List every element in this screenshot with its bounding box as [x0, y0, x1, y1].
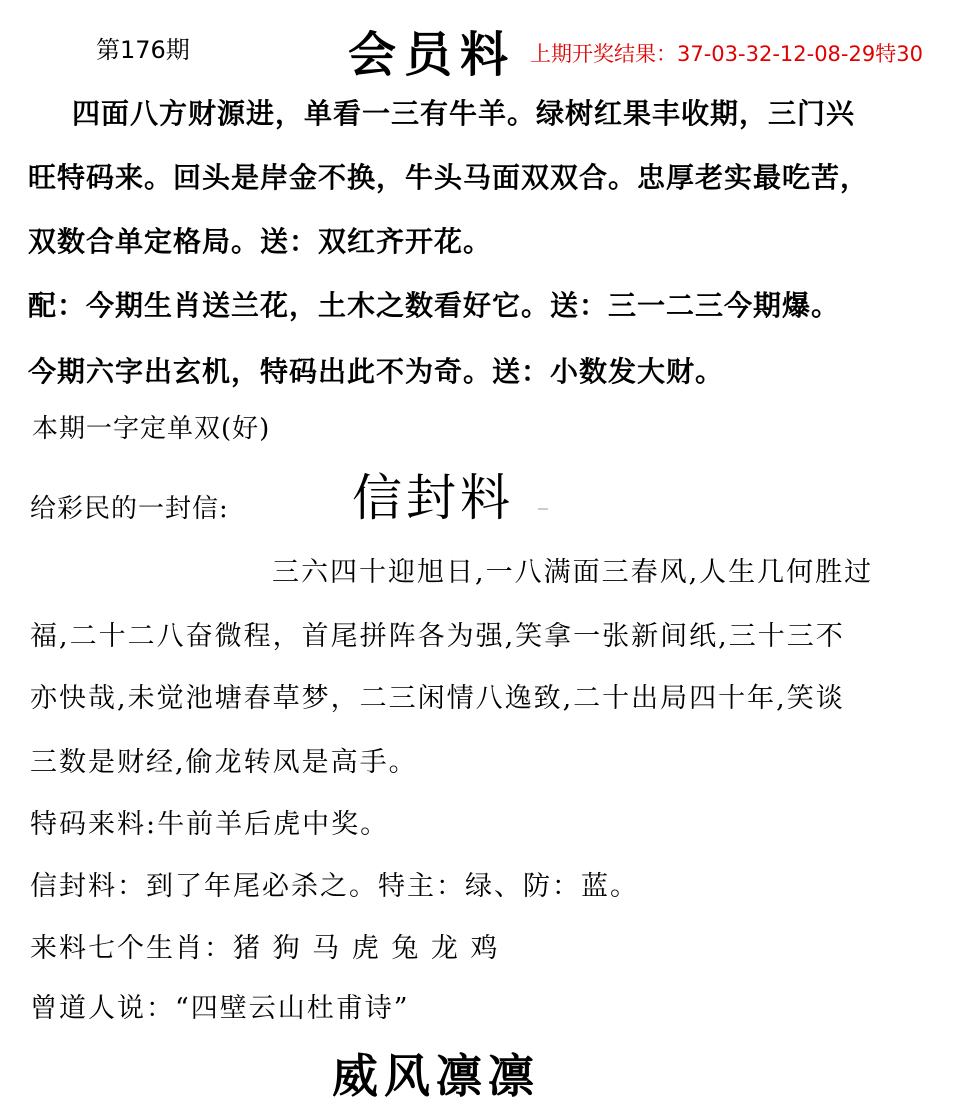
member-line-3: 双数合单定格局。送：双红齐开花。: [28, 225, 493, 258]
summary-line-1: 特码来料:牛前羊后虎中奖。: [30, 809, 390, 840]
member-line-2: 旺特码来。回头是岸金不换，牛头马面双双合。忠厚老实最吃苦，: [28, 161, 870, 194]
letter-line-4: 三数是财经,偷龙转凤是高手。: [30, 747, 418, 778]
letter-line-3: 亦快哉,未觉池塘春草梦，二三闲情八逸致,二十出局四十年,笑谈: [30, 683, 845, 714]
decorative-dash: [538, 508, 548, 510]
letter-line-2: 福,二十二八奋微程，首尾拼阵各为强,笑拿一张新间纸,三十三不: [30, 621, 845, 652]
summary-line-3: 来料七个生肖：猪 狗 马 虎 兔 龙 鸡: [30, 933, 500, 964]
letter-line-1: 三六四十迎旭日,一八满面三春风,人生几何胜过: [272, 557, 874, 588]
last-draw-result: 上期开奖结果：37-03-32-12-08-29特30: [530, 42, 923, 66]
summary-line-2: 信封料：到了年尾必杀之。特主：绿、防：蓝。: [30, 871, 639, 902]
member-line-6: 本期一字定单双(好): [32, 414, 271, 444]
member-line-4: 配：今期生肖送兰花，土木之数看好它。送：三一二三今期爆。: [28, 289, 841, 322]
member-line-1: 四面八方财源进，单看一三有牛羊。绿树红果丰收期，三门兴: [72, 97, 856, 130]
page-title: 会员料: [348, 27, 517, 83]
letter-title: 信封料: [352, 469, 514, 527]
letter-intro: 给彩民的一封信:: [30, 494, 229, 524]
footer-title: 威风凛凛: [332, 1049, 540, 1103]
summary-line-4: 曾道人说：“四壁云山杜甫诗”: [30, 993, 410, 1024]
member-line-5: 今期六字出玄机，特码出此不为奇。送：小数发大财。: [28, 355, 725, 388]
issue-number: 第176期: [96, 36, 190, 64]
